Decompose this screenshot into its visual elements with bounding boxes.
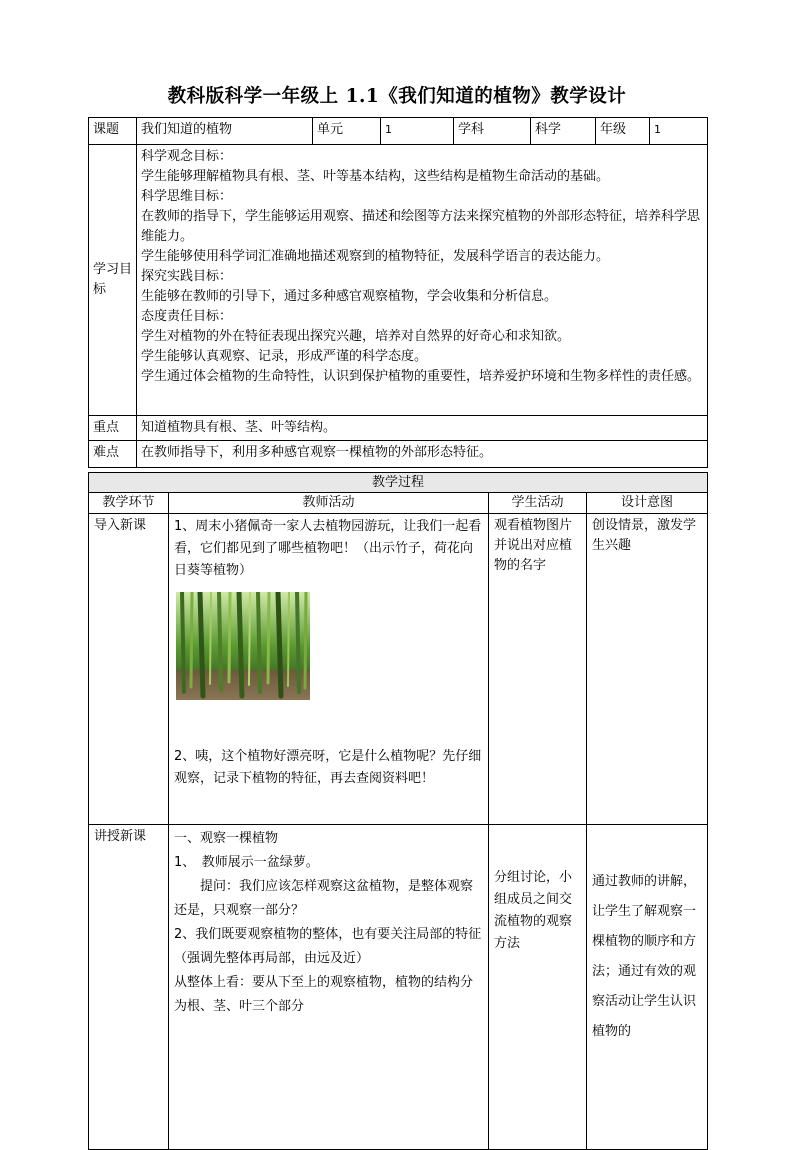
goal-line: 在教师的指导下，学生能够运用观察、描述和绘图等方法来探究植物的外部形态特征，培养科学思维能力。	[141, 209, 701, 244]
teaching-process-table	[88, 472, 708, 1150]
goal-line: 态度责任目标：	[141, 309, 233, 324]
key-point-row	[89, 416, 708, 441]
lecture-line: 2、我们既要观察植物的整体，也有要关注局部的特征（强调先整体再局部，由远及近）	[174, 927, 482, 966]
goals-label-text: 学习目标	[93, 262, 133, 297]
difficulty-text: 在教师指导下，利用多种感官观察一棵植物的外部形态特征。	[137, 441, 708, 468]
goal-line: 学生能够认真观察、记录，形成严谨的科学态度。	[141, 349, 428, 364]
lecture-stage: 讲授新课	[89, 825, 169, 1150]
goal-line: 探究实践目标：	[141, 269, 233, 284]
goal-line: 科学思维目标：	[141, 189, 233, 204]
info-row	[89, 118, 708, 145]
lecture-row	[89, 825, 708, 1150]
key-point-label: 重点	[89, 416, 137, 441]
lecture-design-intent: 通过教师的讲解，让学生了解观察一棵植物的顺序和方法；通过有效的观察活动让学生认识植物的	[587, 825, 708, 1150]
goal-line: 学生能够使用科学词汇准确地描述观察到的植物特征，发展科学语言的表达能力。	[141, 249, 610, 264]
goal-line: 学生能够理解植物具有根、茎、叶等基本结构，这些结构是植物生命活动的基础。	[141, 169, 610, 184]
subject-value: 科学	[531, 118, 596, 145]
subject-label: 学科	[454, 118, 531, 145]
header-student: 学生活动	[489, 493, 587, 514]
lecture-line: 1、 教师展示一盆绿萝。	[174, 855, 319, 870]
intro-teacher-text-2: 2、咦，这个植物好漂亮呀，它是什么植物呢？先仔细观察，记录下植物的特征，再去查阅资料吧！	[174, 749, 482, 786]
process-header-row	[89, 493, 708, 514]
page-title: 教科版科学一年级上 1.1《我们知道的植物》教学设计	[167, 86, 627, 107]
bamboo-forest-image	[176, 592, 310, 700]
grade-value: 1	[650, 118, 708, 145]
lesson-info-table	[88, 117, 708, 468]
lecture-line: 提问：我们应该怎样观察这盆植物，是整体观察还是，只观察一部分？	[174, 879, 474, 918]
lecture-line: 一、观察一棵植物	[174, 831, 279, 846]
key-point-text: 知道植物具有根、茎、叶等结构。	[137, 416, 708, 441]
goals-label	[89, 145, 137, 416]
process-title: 教学过程	[89, 473, 708, 493]
topic-value: 我们知道的植物	[137, 118, 313, 145]
difficulty-row	[89, 441, 708, 468]
difficulty-label: 难点	[89, 441, 137, 468]
goal-line: 生能够在教师的引导下，通过多种感官观察植物，学会收集和分析信息。	[141, 289, 558, 304]
header-teacher: 教师活动	[169, 493, 489, 514]
goal-line: 学生通过体会植物的生命特性，认识到保护植物的重要性，培养爱护环境和生物多样性的责任感。	[141, 369, 701, 384]
intro-design-intent: 创设情景，激发学生兴趣	[587, 514, 708, 825]
lecture-line: 从整体上看：要从下至上的观察植物，植物的结构分为根、茎、叶三个部分	[174, 975, 474, 1014]
goals-content	[137, 145, 708, 416]
goal-line: 学生对植物的外在特征表现出探究兴趣，培养对自然界的好奇心和求知欲。	[141, 329, 571, 344]
grade-label: 年级	[596, 118, 650, 145]
unit-label: 单元	[313, 118, 381, 145]
header-stage: 教学环节	[89, 493, 169, 514]
intro-student-activity: 观看植物图片并说出对应植物的名字	[489, 514, 587, 825]
topic-label: 课题	[89, 118, 137, 145]
header-intent: 设计意图	[587, 493, 708, 514]
unit-value: 1	[381, 118, 454, 145]
intro-row	[89, 514, 708, 825]
intro-teacher-activity	[169, 514, 489, 825]
goals-row	[89, 145, 708, 416]
lecture-student-activity: 分组讨论，小组成员之间交流植物的观察方法	[489, 825, 587, 1150]
intro-teacher-text-1: 1、周末小猪佩奇一家人去植物园游玩，让我们一起看看，它们都见到了哪些植物吧！（出示竹子，荷花向日葵等植物）	[174, 519, 482, 578]
lecture-teacher-activity	[169, 825, 489, 1150]
goal-line: 科学观念目标：	[141, 149, 233, 164]
intro-stage: 导入新课	[89, 514, 169, 825]
